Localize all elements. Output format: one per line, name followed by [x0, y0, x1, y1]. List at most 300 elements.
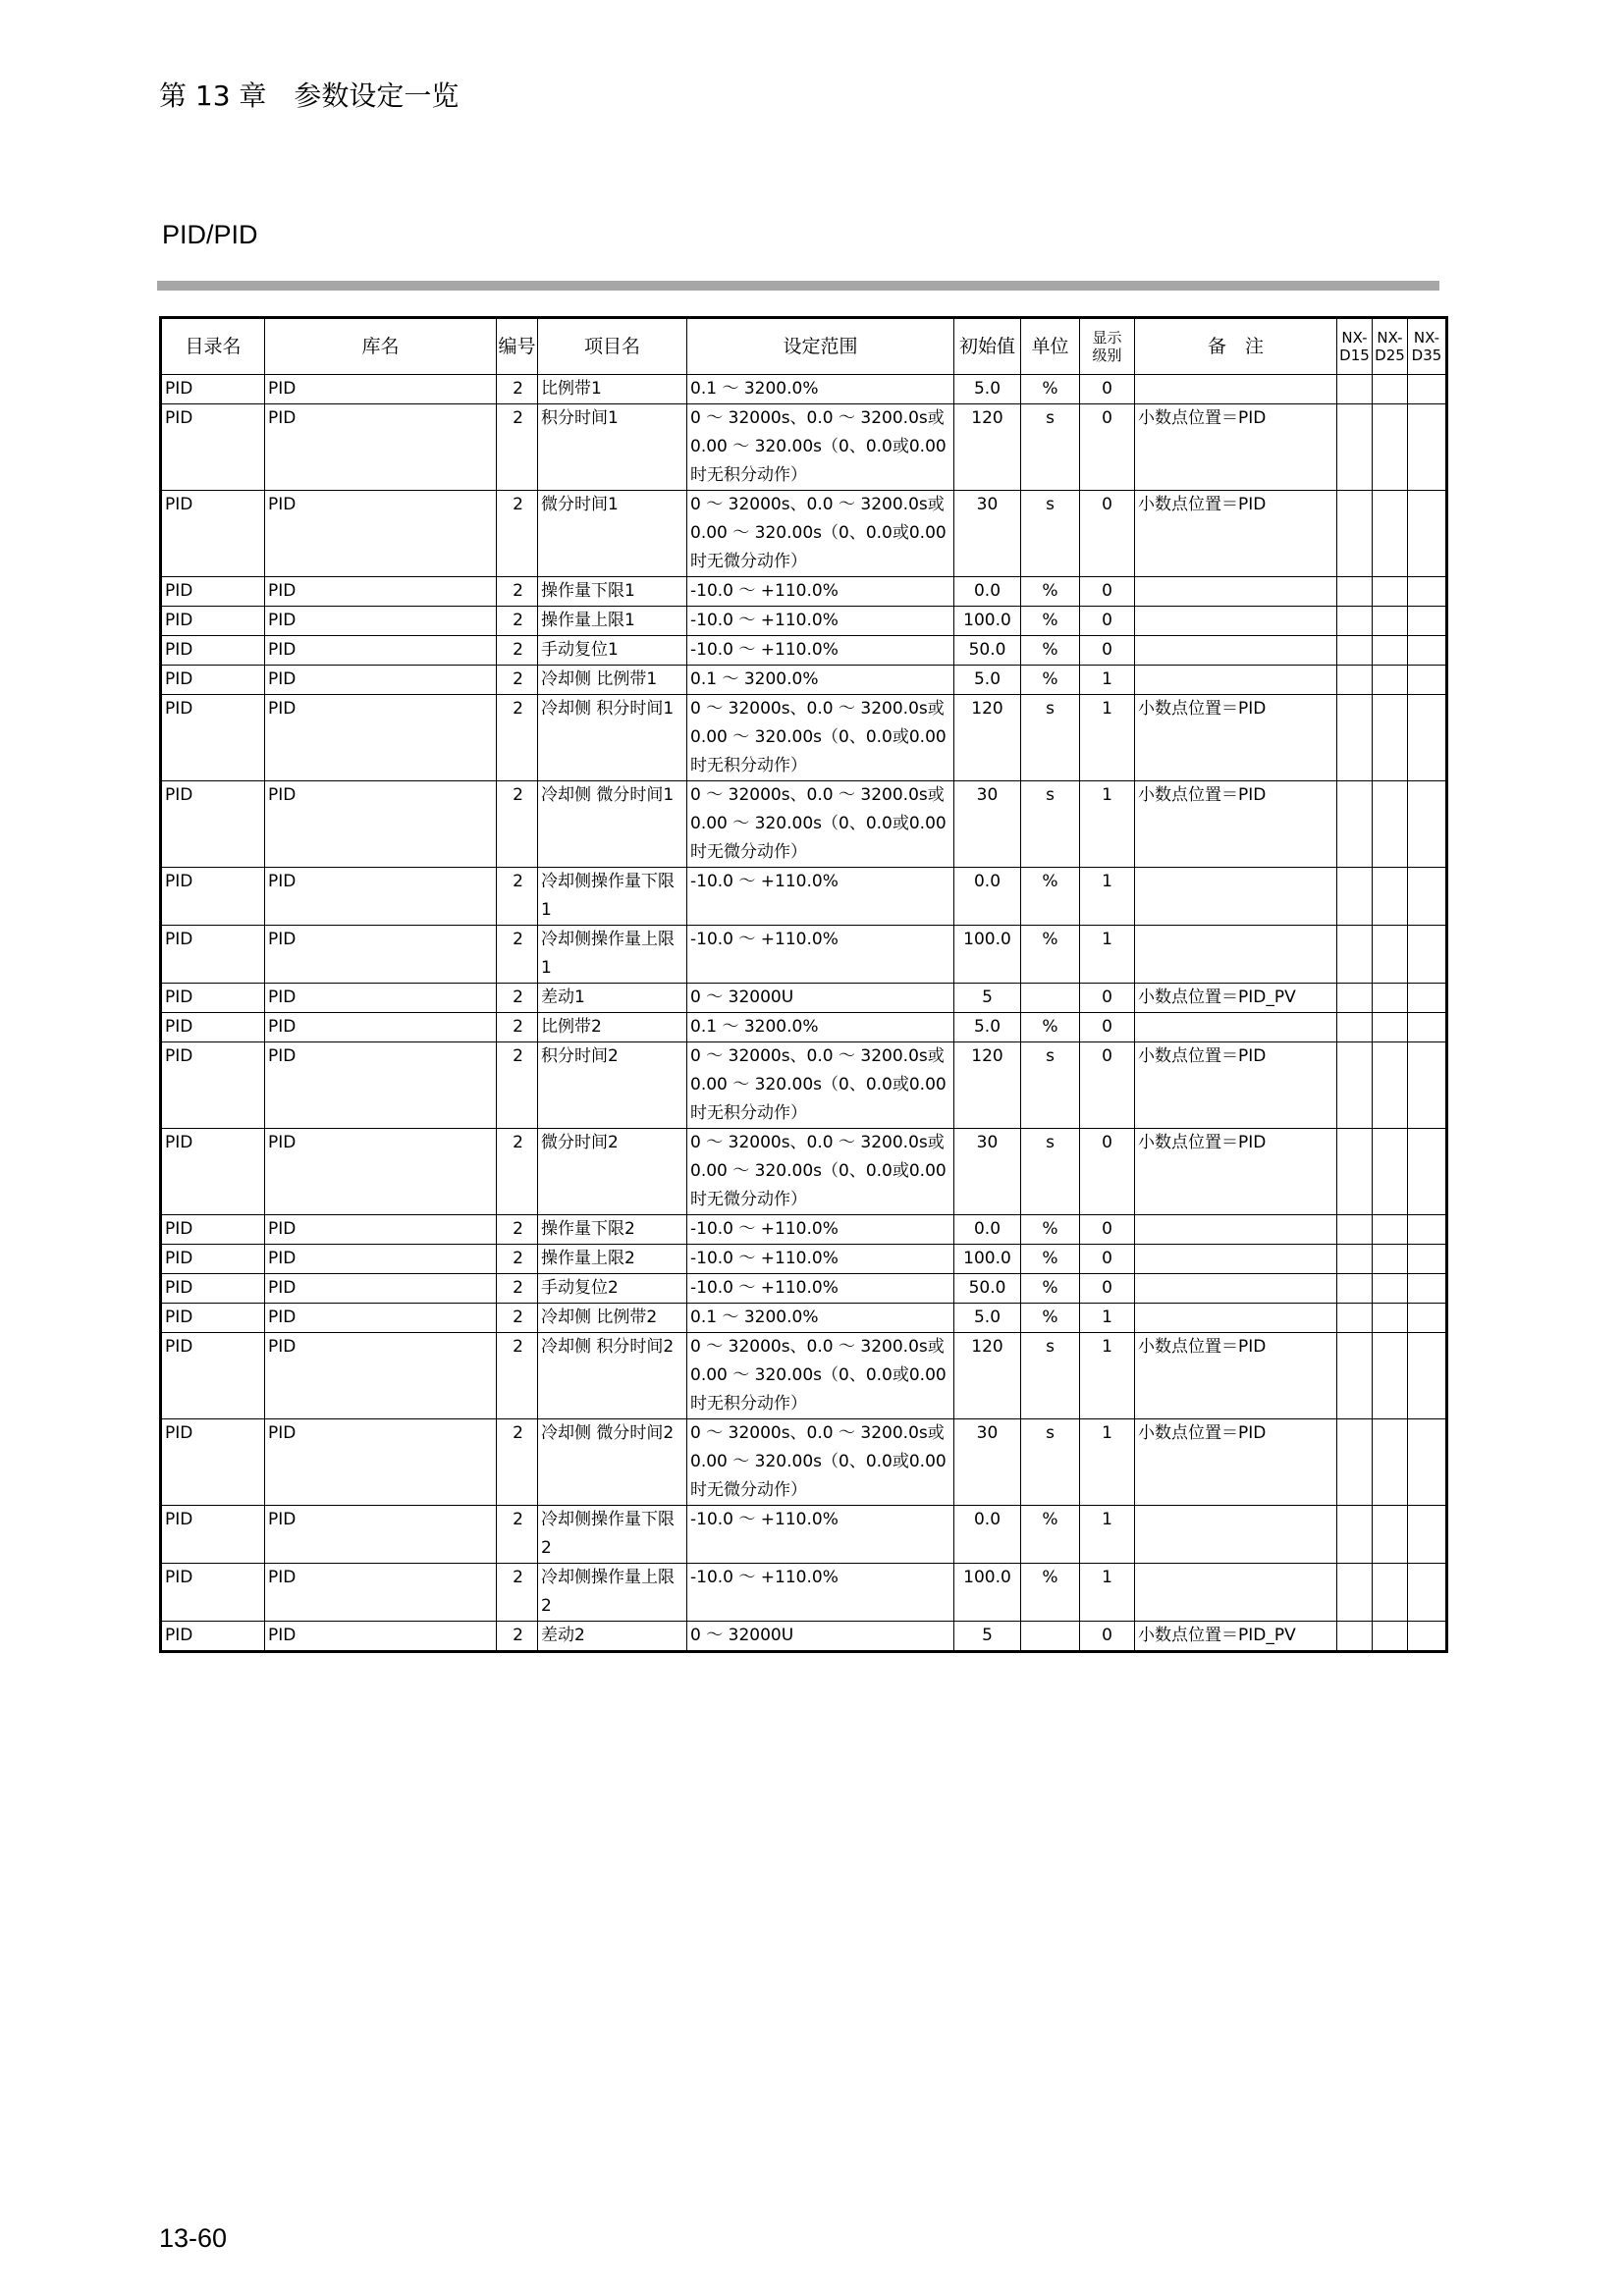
table-row	[161, 1506, 1447, 1564]
cell-model-check	[1337, 868, 1373, 926]
cell-item: 微分时间2	[538, 1129, 687, 1215]
cell-lib: PID	[265, 607, 497, 636]
cell-unit: %	[1021, 1304, 1080, 1333]
cell-model-check	[1408, 375, 1447, 404]
cell-lib: PID	[265, 1564, 497, 1622]
cell-range: 0 ～ 32000s、0.0 ～ 3200.0s或 0.00 ～ 320.00s（0、0.0或0.00 时无微分动作）	[687, 491, 954, 577]
cell-model-check	[1373, 577, 1408, 607]
cell-no: 2	[497, 868, 538, 926]
cell-level: 1	[1080, 1419, 1135, 1506]
cell-init: 0.0	[954, 1215, 1021, 1245]
cell-unit: %	[1021, 1013, 1080, 1042]
cell-dir: PID	[161, 666, 265, 695]
cell-dir: PID	[161, 868, 265, 926]
column-header: 库名	[265, 318, 497, 375]
cell-unit: %	[1021, 375, 1080, 404]
cell-no: 2	[497, 1215, 538, 1245]
cell-note: 小数点位置＝PID_PV	[1135, 1622, 1337, 1652]
cell-no: 2	[497, 695, 538, 781]
table-row	[161, 1622, 1447, 1652]
cell-model-check	[1408, 1013, 1447, 1042]
table-header-row	[161, 318, 1447, 375]
cell-unit: %	[1021, 1506, 1080, 1564]
cell-level: 1	[1080, 926, 1135, 984]
cell-level: 1	[1080, 695, 1135, 781]
cell-dir: PID	[161, 1245, 265, 1274]
cell-dir: PID	[161, 1042, 265, 1129]
cell-note	[1135, 1245, 1337, 1274]
cell-level: 0	[1080, 984, 1135, 1013]
cell-unit	[1021, 1622, 1080, 1652]
cell-model-check	[1337, 984, 1373, 1013]
cell-no: 2	[497, 1274, 538, 1304]
cell-model-check	[1373, 607, 1408, 636]
cell-no: 2	[497, 636, 538, 666]
cell-level: 0	[1080, 375, 1135, 404]
cell-no: 2	[497, 1333, 538, 1419]
cell-model-check	[1337, 1622, 1373, 1652]
cell-model-check	[1373, 1129, 1408, 1215]
cell-init: 120	[954, 404, 1021, 491]
cell-lib: PID	[265, 1215, 497, 1245]
cell-model-check	[1337, 491, 1373, 577]
table-row	[161, 404, 1447, 491]
cell-unit: %	[1021, 1564, 1080, 1622]
table-row	[161, 1245, 1447, 1274]
cell-lib: PID	[265, 1042, 497, 1129]
cell-item: 手动复位2	[538, 1274, 687, 1304]
cell-model-check	[1373, 1215, 1408, 1245]
cell-unit: s	[1021, 491, 1080, 577]
cell-range: -10.0 ～ +110.0%	[687, 636, 954, 666]
table-row	[161, 1013, 1447, 1042]
cell-model-check	[1408, 781, 1447, 868]
cell-lib: PID	[265, 491, 497, 577]
table-row	[161, 1333, 1447, 1419]
cell-note	[1135, 607, 1337, 636]
cell-init: 0.0	[954, 577, 1021, 607]
cell-model-check	[1408, 1274, 1447, 1304]
cell-item: 冷却侧操作量上限2	[538, 1564, 687, 1622]
cell-range: 0.1 ～ 3200.0%	[687, 1304, 954, 1333]
cell-item: 冷却侧 微分时间2	[538, 1419, 687, 1506]
cell-model-check	[1408, 868, 1447, 926]
cell-level: 0	[1080, 1013, 1135, 1042]
column-header: NX- D15	[1337, 318, 1373, 375]
cell-unit: s	[1021, 1419, 1080, 1506]
cell-model-check	[1408, 1304, 1447, 1333]
cell-dir: PID	[161, 607, 265, 636]
cell-model-check	[1373, 404, 1408, 491]
cell-dir: PID	[161, 1419, 265, 1506]
cell-level: 1	[1080, 868, 1135, 926]
cell-range: -10.0 ～ +110.0%	[687, 868, 954, 926]
column-header: 备 注	[1135, 318, 1337, 375]
cell-dir: PID	[161, 1622, 265, 1652]
chapter-title: 第 13 章 参数设定一览	[159, 80, 460, 112]
cell-note	[1135, 1564, 1337, 1622]
cell-dir: PID	[161, 926, 265, 984]
cell-model-check	[1408, 404, 1447, 491]
cell-model-check	[1408, 1419, 1447, 1506]
cell-note: 小数点位置＝PID	[1135, 695, 1337, 781]
table-row	[161, 375, 1447, 404]
cell-init: 5.0	[954, 666, 1021, 695]
cell-no: 2	[497, 1245, 538, 1274]
cell-dir: PID	[161, 1333, 265, 1419]
cell-model-check	[1337, 1215, 1373, 1245]
cell-unit: %	[1021, 926, 1080, 984]
cell-no: 2	[497, 1304, 538, 1333]
cell-level: 1	[1080, 1564, 1135, 1622]
cell-init: 50.0	[954, 636, 1021, 666]
cell-init: 5.0	[954, 1304, 1021, 1333]
cell-note	[1135, 868, 1337, 926]
cell-model-check	[1337, 926, 1373, 984]
cell-unit: %	[1021, 607, 1080, 636]
table-row	[161, 1129, 1447, 1215]
cell-lib: PID	[265, 1419, 497, 1506]
cell-model-check	[1373, 695, 1408, 781]
cell-model-check	[1408, 491, 1447, 577]
cell-item: 冷却侧 积分时间2	[538, 1333, 687, 1419]
cell-range: 0 ～ 32000s、0.0 ～ 3200.0s或 0.00 ～ 320.00s（0、0.0或0.00 时无积分动作）	[687, 1042, 954, 1129]
cell-note: 小数点位置＝PID	[1135, 1129, 1337, 1215]
cell-model-check	[1373, 636, 1408, 666]
cell-note	[1135, 1013, 1337, 1042]
table-row	[161, 1215, 1447, 1245]
cell-no: 2	[497, 666, 538, 695]
column-header: 初始值	[954, 318, 1021, 375]
cell-unit: %	[1021, 577, 1080, 607]
cell-init: 30	[954, 1129, 1021, 1215]
cell-item: 差动1	[538, 984, 687, 1013]
cell-unit: %	[1021, 666, 1080, 695]
cell-item: 差动2	[538, 1622, 687, 1652]
cell-model-check	[1373, 781, 1408, 868]
column-header: 单位	[1021, 318, 1080, 375]
cell-level: 0	[1080, 491, 1135, 577]
cell-lib: PID	[265, 375, 497, 404]
cell-item: 冷却侧操作量下限1	[538, 868, 687, 926]
cell-unit: s	[1021, 1042, 1080, 1129]
cell-unit: s	[1021, 1333, 1080, 1419]
cell-range: -10.0 ～ +110.0%	[687, 607, 954, 636]
cell-model-check	[1337, 1333, 1373, 1419]
cell-lib: PID	[265, 666, 497, 695]
cell-range: -10.0 ～ +110.0%	[687, 1215, 954, 1245]
cell-model-check	[1408, 984, 1447, 1013]
cell-model-check	[1337, 404, 1373, 491]
section-divider	[157, 281, 1439, 291]
cell-no: 2	[497, 1622, 538, 1652]
cell-range: 0 ～ 32000U	[687, 1622, 954, 1652]
cell-model-check	[1408, 695, 1447, 781]
column-header: 项目名	[538, 318, 687, 375]
cell-init: 120	[954, 1042, 1021, 1129]
cell-model-check	[1408, 636, 1447, 666]
table-row	[161, 695, 1447, 781]
cell-item: 操作量上限1	[538, 607, 687, 636]
cell-no: 2	[497, 984, 538, 1013]
cell-dir: PID	[161, 1564, 265, 1622]
cell-item: 比例带1	[538, 375, 687, 404]
cell-unit: %	[1021, 1274, 1080, 1304]
cell-item: 冷却侧 比例带2	[538, 1304, 687, 1333]
cell-model-check	[1337, 781, 1373, 868]
cell-init: 100.0	[954, 926, 1021, 984]
cell-model-check	[1408, 1245, 1447, 1274]
cell-note	[1135, 375, 1337, 404]
table-row	[161, 1042, 1447, 1129]
cell-item: 操作量下限2	[538, 1215, 687, 1245]
cell-no: 2	[497, 1419, 538, 1506]
cell-model-check	[1373, 926, 1408, 984]
cell-lib: PID	[265, 1506, 497, 1564]
cell-level: 0	[1080, 1129, 1135, 1215]
cell-model-check	[1337, 666, 1373, 695]
cell-level: 1	[1080, 781, 1135, 868]
cell-range: -10.0 ～ +110.0%	[687, 1274, 954, 1304]
cell-model-check	[1373, 1419, 1408, 1506]
cell-dir: PID	[161, 577, 265, 607]
cell-init: 5.0	[954, 375, 1021, 404]
column-header: 目录名	[161, 318, 265, 375]
cell-note: 小数点位置＝PID	[1135, 781, 1337, 868]
table-row	[161, 666, 1447, 695]
cell-range: -10.0 ～ +110.0%	[687, 1564, 954, 1622]
cell-lib: PID	[265, 1129, 497, 1215]
cell-unit: s	[1021, 1129, 1080, 1215]
cell-model-check	[1337, 577, 1373, 607]
cell-dir: PID	[161, 781, 265, 868]
cell-lib: PID	[265, 577, 497, 607]
cell-dir: PID	[161, 695, 265, 781]
cell-no: 2	[497, 607, 538, 636]
cell-model-check	[1337, 1245, 1373, 1274]
cell-lib: PID	[265, 926, 497, 984]
cell-level: 0	[1080, 1215, 1135, 1245]
cell-item: 冷却侧 比例带1	[538, 666, 687, 695]
cell-no: 2	[497, 1129, 538, 1215]
cell-init: 5.0	[954, 1013, 1021, 1042]
cell-unit: %	[1021, 636, 1080, 666]
cell-note: 小数点位置＝PID	[1135, 1042, 1337, 1129]
cell-model-check	[1337, 375, 1373, 404]
cell-unit: %	[1021, 1245, 1080, 1274]
page-number: 13-60	[159, 2223, 228, 2253]
cell-no: 2	[497, 577, 538, 607]
cell-level: 0	[1080, 577, 1135, 607]
cell-init: 5	[954, 984, 1021, 1013]
cell-init: 50.0	[954, 1274, 1021, 1304]
cell-init: 0.0	[954, 1506, 1021, 1564]
cell-range: 0 ～ 32000s、0.0 ～ 3200.0s或 0.00 ～ 320.00s（0、0.0或0.00 时无微分动作）	[687, 1129, 954, 1215]
cell-init: 0.0	[954, 868, 1021, 926]
cell-model-check	[1408, 1129, 1447, 1215]
cell-model-check	[1408, 1506, 1447, 1564]
cell-item: 比例带2	[538, 1013, 687, 1042]
cell-range: 0 ～ 32000s、0.0 ～ 3200.0s或 0.00 ～ 320.00s（0、0.0或0.00 时无微分动作）	[687, 781, 954, 868]
cell-init: 30	[954, 781, 1021, 868]
cell-unit: s	[1021, 695, 1080, 781]
cell-model-check	[1373, 1304, 1408, 1333]
cell-range: -10.0 ～ +110.0%	[687, 577, 954, 607]
cell-dir: PID	[161, 636, 265, 666]
cell-no: 2	[497, 1506, 538, 1564]
cell-no: 2	[497, 1564, 538, 1622]
cell-model-check	[1373, 1506, 1408, 1564]
cell-item: 操作量下限1	[538, 577, 687, 607]
cell-note: 小数点位置＝PID	[1135, 404, 1337, 491]
cell-item: 冷却侧 微分时间1	[538, 781, 687, 868]
cell-model-check	[1373, 1013, 1408, 1042]
cell-model-check	[1337, 1419, 1373, 1506]
cell-model-check	[1408, 926, 1447, 984]
parameter-table	[159, 316, 1448, 1653]
cell-unit	[1021, 984, 1080, 1013]
cell-model-check	[1408, 607, 1447, 636]
cell-unit: s	[1021, 404, 1080, 491]
cell-model-check	[1373, 1245, 1408, 1274]
cell-level: 0	[1080, 636, 1135, 666]
cell-init: 30	[954, 491, 1021, 577]
cell-model-check	[1337, 1042, 1373, 1129]
cell-note	[1135, 636, 1337, 666]
cell-model-check	[1373, 375, 1408, 404]
cell-init: 120	[954, 695, 1021, 781]
cell-lib: PID	[265, 1013, 497, 1042]
cell-lib: PID	[265, 1304, 497, 1333]
cell-dir: PID	[161, 984, 265, 1013]
cell-unit: %	[1021, 1215, 1080, 1245]
cell-no: 2	[497, 1042, 538, 1129]
cell-model-check	[1337, 695, 1373, 781]
table-row	[161, 491, 1447, 577]
table-body	[161, 375, 1447, 1652]
cell-lib: PID	[265, 695, 497, 781]
table-row	[161, 926, 1447, 984]
cell-model-check	[1408, 577, 1447, 607]
cell-lib: PID	[265, 404, 497, 491]
cell-model-check	[1408, 1333, 1447, 1419]
cell-range: 0 ～ 32000U	[687, 984, 954, 1013]
column-header: 编号	[497, 318, 538, 375]
cell-note: 小数点位置＝PID_PV	[1135, 984, 1337, 1013]
cell-range: 0 ～ 32000s、0.0 ～ 3200.0s或 0.00 ～ 320.00s（0、0.0或0.00 时无积分动作）	[687, 1333, 954, 1419]
cell-lib: PID	[265, 636, 497, 666]
cell-note	[1135, 1304, 1337, 1333]
cell-model-check	[1373, 1564, 1408, 1622]
cell-range: -10.0 ～ +110.0%	[687, 926, 954, 984]
cell-model-check	[1408, 666, 1447, 695]
cell-model-check	[1337, 636, 1373, 666]
table-row	[161, 577, 1447, 607]
cell-item: 冷却侧 积分时间1	[538, 695, 687, 781]
cell-range: 0.1 ～ 3200.0%	[687, 1013, 954, 1042]
cell-unit: %	[1021, 868, 1080, 926]
table-row	[161, 636, 1447, 666]
cell-range: 0 ～ 32000s、0.0 ～ 3200.0s或 0.00 ～ 320.00s（0、0.0或0.00 时无积分动作）	[687, 404, 954, 491]
cell-model-check	[1373, 984, 1408, 1013]
cell-level: 1	[1080, 666, 1135, 695]
table-row	[161, 984, 1447, 1013]
table-row	[161, 607, 1447, 636]
cell-init: 5	[954, 1622, 1021, 1652]
table-row	[161, 1274, 1447, 1304]
cell-level: 0	[1080, 1622, 1135, 1652]
cell-model-check	[1337, 1304, 1373, 1333]
cell-model-check	[1373, 1274, 1408, 1304]
cell-init: 100.0	[954, 1564, 1021, 1622]
cell-init: 120	[954, 1333, 1021, 1419]
cell-no: 2	[497, 375, 538, 404]
cell-model-check	[1408, 1215, 1447, 1245]
cell-dir: PID	[161, 1304, 265, 1333]
cell-model-check	[1337, 1274, 1373, 1304]
cell-item: 冷却侧操作量上限1	[538, 926, 687, 984]
cell-model-check	[1337, 1129, 1373, 1215]
cell-range: 0.1 ～ 3200.0%	[687, 666, 954, 695]
cell-item: 积分时间2	[538, 1042, 687, 1129]
cell-dir: PID	[161, 375, 265, 404]
cell-item: 冷却侧操作量下限2	[538, 1506, 687, 1564]
cell-note	[1135, 926, 1337, 984]
cell-range: 0 ～ 32000s、0.0 ～ 3200.0s或 0.00 ～ 320.00s（0、0.0或0.00 时无微分动作）	[687, 1419, 954, 1506]
cell-note	[1135, 577, 1337, 607]
cell-init: 30	[954, 1419, 1021, 1506]
column-header: 设定范围	[687, 318, 954, 375]
cell-item: 操作量上限2	[538, 1245, 687, 1274]
table-row	[161, 1419, 1447, 1506]
cell-dir: PID	[161, 1129, 265, 1215]
cell-init: 100.0	[954, 1245, 1021, 1274]
cell-model-check	[1373, 1042, 1408, 1129]
cell-item: 手动复位1	[538, 636, 687, 666]
cell-no: 2	[497, 1013, 538, 1042]
cell-level: 0	[1080, 1274, 1135, 1304]
column-header: 显示 级别	[1080, 318, 1135, 375]
cell-item: 微分时间1	[538, 491, 687, 577]
cell-dir: PID	[161, 1506, 265, 1564]
cell-level: 1	[1080, 1304, 1135, 1333]
cell-lib: PID	[265, 984, 497, 1013]
cell-no: 2	[497, 926, 538, 984]
cell-dir: PID	[161, 1215, 265, 1245]
cell-lib: PID	[265, 1245, 497, 1274]
cell-range: 0 ～ 32000s、0.0 ～ 3200.0s或 0.00 ～ 320.00s（0、0.0或0.00 时无积分动作）	[687, 695, 954, 781]
cell-model-check	[1408, 1042, 1447, 1129]
cell-model-check	[1373, 666, 1408, 695]
cell-lib: PID	[265, 1333, 497, 1419]
cell-level: 0	[1080, 1245, 1135, 1274]
cell-model-check	[1337, 1013, 1373, 1042]
cell-level: 0	[1080, 607, 1135, 636]
cell-model-check	[1373, 491, 1408, 577]
cell-level: 1	[1080, 1506, 1135, 1564]
cell-no: 2	[497, 404, 538, 491]
cell-lib: PID	[265, 781, 497, 868]
cell-level: 1	[1080, 1333, 1135, 1419]
table-row	[161, 1304, 1447, 1333]
cell-note: 小数点位置＝PID	[1135, 1333, 1337, 1419]
cell-init: 100.0	[954, 607, 1021, 636]
cell-model-check	[1337, 1506, 1373, 1564]
cell-range: -10.0 ～ +110.0%	[687, 1506, 954, 1564]
cell-dir: PID	[161, 491, 265, 577]
cell-no: 2	[497, 781, 538, 868]
cell-model-check	[1373, 868, 1408, 926]
